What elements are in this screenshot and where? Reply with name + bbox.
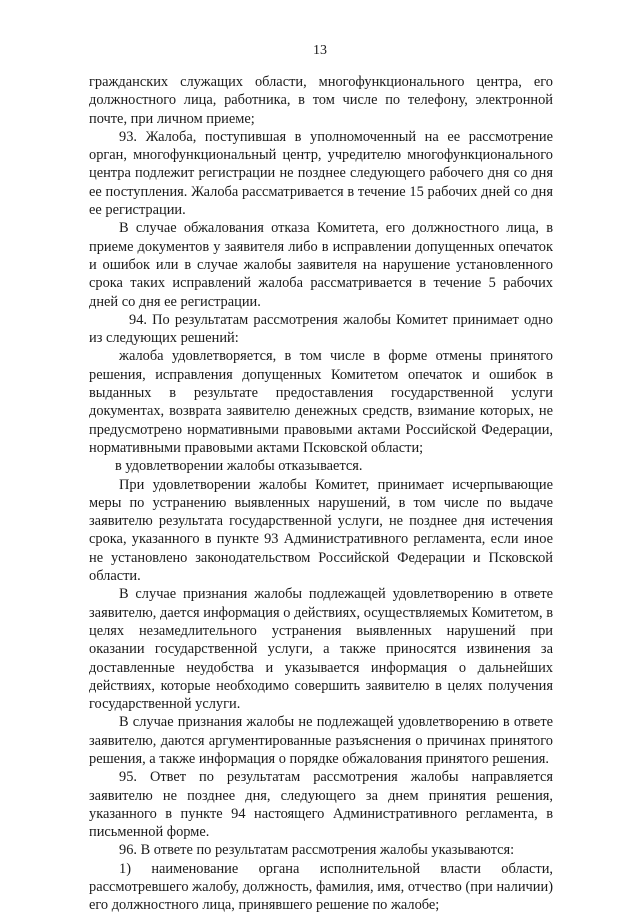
paragraph-95: 95. Ответ по результатам рассмотрения жалобы направляется заявителю не позднее дня, следующего за днем принятия решения, указанного в пункте 94 настоящего Административного регламента, в письменной форме. [89,769,553,841]
document-body [89,73,553,915]
paragraph-satisfaction-measures: При удовлетворении жалобы Комитет, принимает исчерпывающие меры по устранению выявленных нарушений, в том числе по выдаче заявителю результата государственной услуги, не позднее дня истечения срока, указанного в пункте 93 Административного регламента, если иное не установлено законодательством Российской Федерации и Псковской области. [89,476,553,585]
paragraph-satisfaction-response: В случае признания жалобы подлежащей удовлетворению в ответе заявителю, дается информация о действиях, осуществляемых Комитетом, в целях незамедлительного устранения выявленных нарушений при оказании государственной услуги, а также приносятся извинения за доставленные неудобства и указывается информация о дальнейших действиях, которые необходимо совершить заявителю в целях получения государственной услуги. [89,586,553,713]
paragraph-complaint-satisfied: жалоба удовлетворяется, в том числе в форме отмены принятого решения, исправления допущенных Комитетом опечаток и ошибок в выданных в результате предоставления государственной услуги документах, возврата заявителю денежных средств, взимание которых, не предусмотрено нормативными правовыми актами Российской Федерации, нормативными правовыми актами Псковской области; [89,348,553,456]
paragraph-96-item-1: 1) наименование органа исполнительной власти области, рассмотревшего жалобу, должность, фамилия, имя, отчество (при наличии) его должностного лица, принявшего решение по жалобе; [89,860,553,914]
paragraph-rejection-response: В случае признания жалобы не подлежащей удовлетворению в ответе заявителю, даются аргументированные разъяснения о причинах принятого решения, а также информация о порядке обжалования принятого решения. [89,714,553,767]
paragraph-complaint-rejected: в удовлетворении жалобы отказывается. [115,458,363,475]
paragraph-continuation: гражданских служащих области, многофункционального центра, его должностного лица, работника, в том числе по телефону, электронной почте, при личном приеме; [89,74,553,127]
page-number: 13 [313,43,327,58]
paragraph-96: 96. В ответе по результатам рассмотрения жалобы указываются: [119,842,515,859]
paragraph-93: 93. Жалоба, поступившая в уполномоченный на ее рассмотрение орган, многофункциональный центр, учредителю многофункционального центра подлежит регистрации не позднее следующего рабочего дня со дня ее поступления. Жалоба рассматривается в течение 15 рабочих дней со дня ее регистрации. [89,128,553,219]
paragraph-appeal-refusal: В случае обжалования отказа Комитета, его должностного лица, в приеме документов у заявителя либо в исправлении допущенных опечаток и ошибок или в случае жалобы заявителя на нарушение установленного срока таких исправлений жалоба рассматривается в течение 5 рабочих дней со дня ее регистрации. [89,220,553,310]
paragraph-94: 94. По результатам рассмотрения жалобы Комитет принимает одно из следующих решений: [89,311,553,347]
